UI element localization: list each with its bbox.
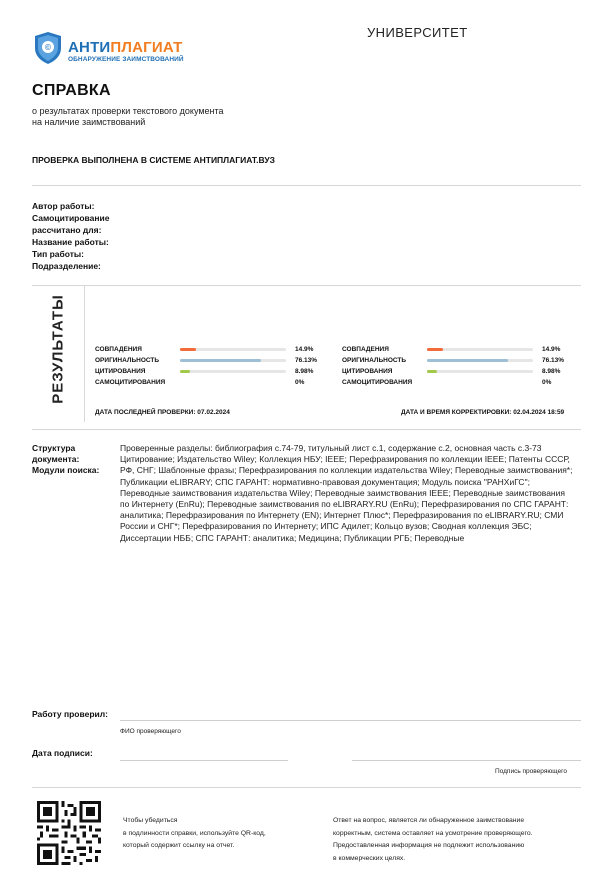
author-label: Автор работы: [32, 201, 95, 211]
svg-text:©: © [45, 43, 51, 52]
stat-bar [427, 370, 437, 373]
results-divider [84, 285, 85, 422]
signature-caption: Подпись проверяющего [495, 768, 567, 775]
work-title-label: Название работы: [32, 237, 109, 247]
work-meta [32, 200, 152, 272]
structure-labels: Структура документа: Модули поиска: [32, 443, 100, 475]
page-title: СПРАВКА [32, 82, 111, 99]
stat-bar [180, 348, 196, 351]
sign-date-label: Дата подписи: [32, 748, 93, 758]
last-check-date: ДАТА ПОСЛЕДНЕЙ ПРОВЕРКИ: 07.02.2024 [95, 409, 230, 416]
search-modules: Цитирование; Издательство Wiley; Коллекция НБУ; IEEE; Перефразирования по коллекции IEEE; Патенты СССР, РФ, СНГ; Шаблонные фразы; Перефразирования по коллекции издательства Wiley; Переводные заимствования*; Публикации eLIBRARY; СПС ГАРАНТ: нормативно-правовая документация; Модуль поиска "РАНХиГС"; Переводные заимствования издательства Wiley; Переводные заимствования IEEE; Переводные заимствования по Интернету (EnRu); Переводные заимствования по eLIBRARY.RU (EnRu); Перефразирования по СПС ГАРАНТ: аналитика; Перефразирования по Интернету (EN); Интернет Плюс*; Перефразирования по eLIBRARY.RU; СМИ России и СНГ*; Перефразирования по Интернету; ИПС Адилет; Кольцо вузов; Сводная коллекция ЭБС; Диссертации НББ; СПС ГАРАНТ: аналитика; Медицина; Публикации РГБ; Переводные [120, 454, 573, 543]
stat-bar [180, 370, 190, 373]
stats-right: СОВПАДЕНИЯ 14.9% ОРИГИНАЛЬНОСТЬ 76.13% ЦИТИРОВАНИЯ 8.98% САМОЦИТИРОВАНИЯ 0% [342, 346, 565, 386]
structure-text [120, 443, 575, 544]
results-heading: РЕЗУЛЬТАТЫ [49, 294, 67, 404]
stat-bar [180, 359, 261, 362]
selfcite-label-2: рассчитано для: [32, 225, 102, 235]
checked-sections: Проверенные разделы: библиография с.74-79, титульный лист с.1, содержание с.2, основная часть с.3-73 [120, 443, 542, 453]
stat-bar [427, 348, 443, 351]
qr-instructions: Чтобы убедиться в подлинности справки, используйте QR-код, который содержит ссылку на отчет. [123, 817, 266, 849]
qr-code-icon [37, 801, 101, 865]
signature-line [352, 760, 581, 761]
correction-date: ДАТА И ВРЕМЯ КОРРЕКТИРОВКИ: 02.04.2024 18:59 [401, 409, 565, 416]
divider [32, 787, 581, 788]
selfcite-label-1: Самоцитирование [32, 213, 110, 223]
shield-logo-icon [33, 31, 63, 65]
logo-wordmark: АНТИПЛАГИАТ [68, 39, 183, 56]
stats-left: СОВПАДЕНИЯ 14.9% ОРИГИНАЛЬНОСТЬ 76.13% ЦИТИРОВАНИЯ 8.98% САМОЦИТИРОВАНИЯ 0% [95, 346, 318, 386]
stat-bar [427, 359, 508, 362]
page-subtitle: о результатах проверки текстового документа на наличие заимствований [32, 106, 224, 127]
system-line: ПРОВЕРКА ВЫПОЛНЕНА В СИСТЕМЕ АНТИПЛАГИАТ.ВУЗ [32, 155, 275, 165]
divider [32, 185, 581, 186]
checker-line [120, 720, 581, 721]
logo-tagline: ОБНАРУЖЕНИЕ ЗАИМСТВОВАНИЙ [68, 56, 184, 63]
disclaimer: Ответ на вопрос, является ли обнаруженное заимствование корректным, система оставляет на усмотрение проверяющего. Предоставленная информация не подлежит использованию в коммерческих целях. [333, 817, 533, 862]
antiplagiat-logo [33, 31, 193, 71]
date-line [120, 760, 288, 761]
department-label: Подразделение: [32, 261, 101, 271]
checked-by-label: Работу проверил: [32, 709, 108, 719]
work-type-label: Тип работы: [32, 249, 84, 259]
organization-name: УНИВЕРСИТЕТ [367, 25, 468, 40]
divider [32, 285, 581, 286]
fio-caption: ФИО проверяющего [120, 728, 181, 735]
divider [32, 429, 581, 430]
